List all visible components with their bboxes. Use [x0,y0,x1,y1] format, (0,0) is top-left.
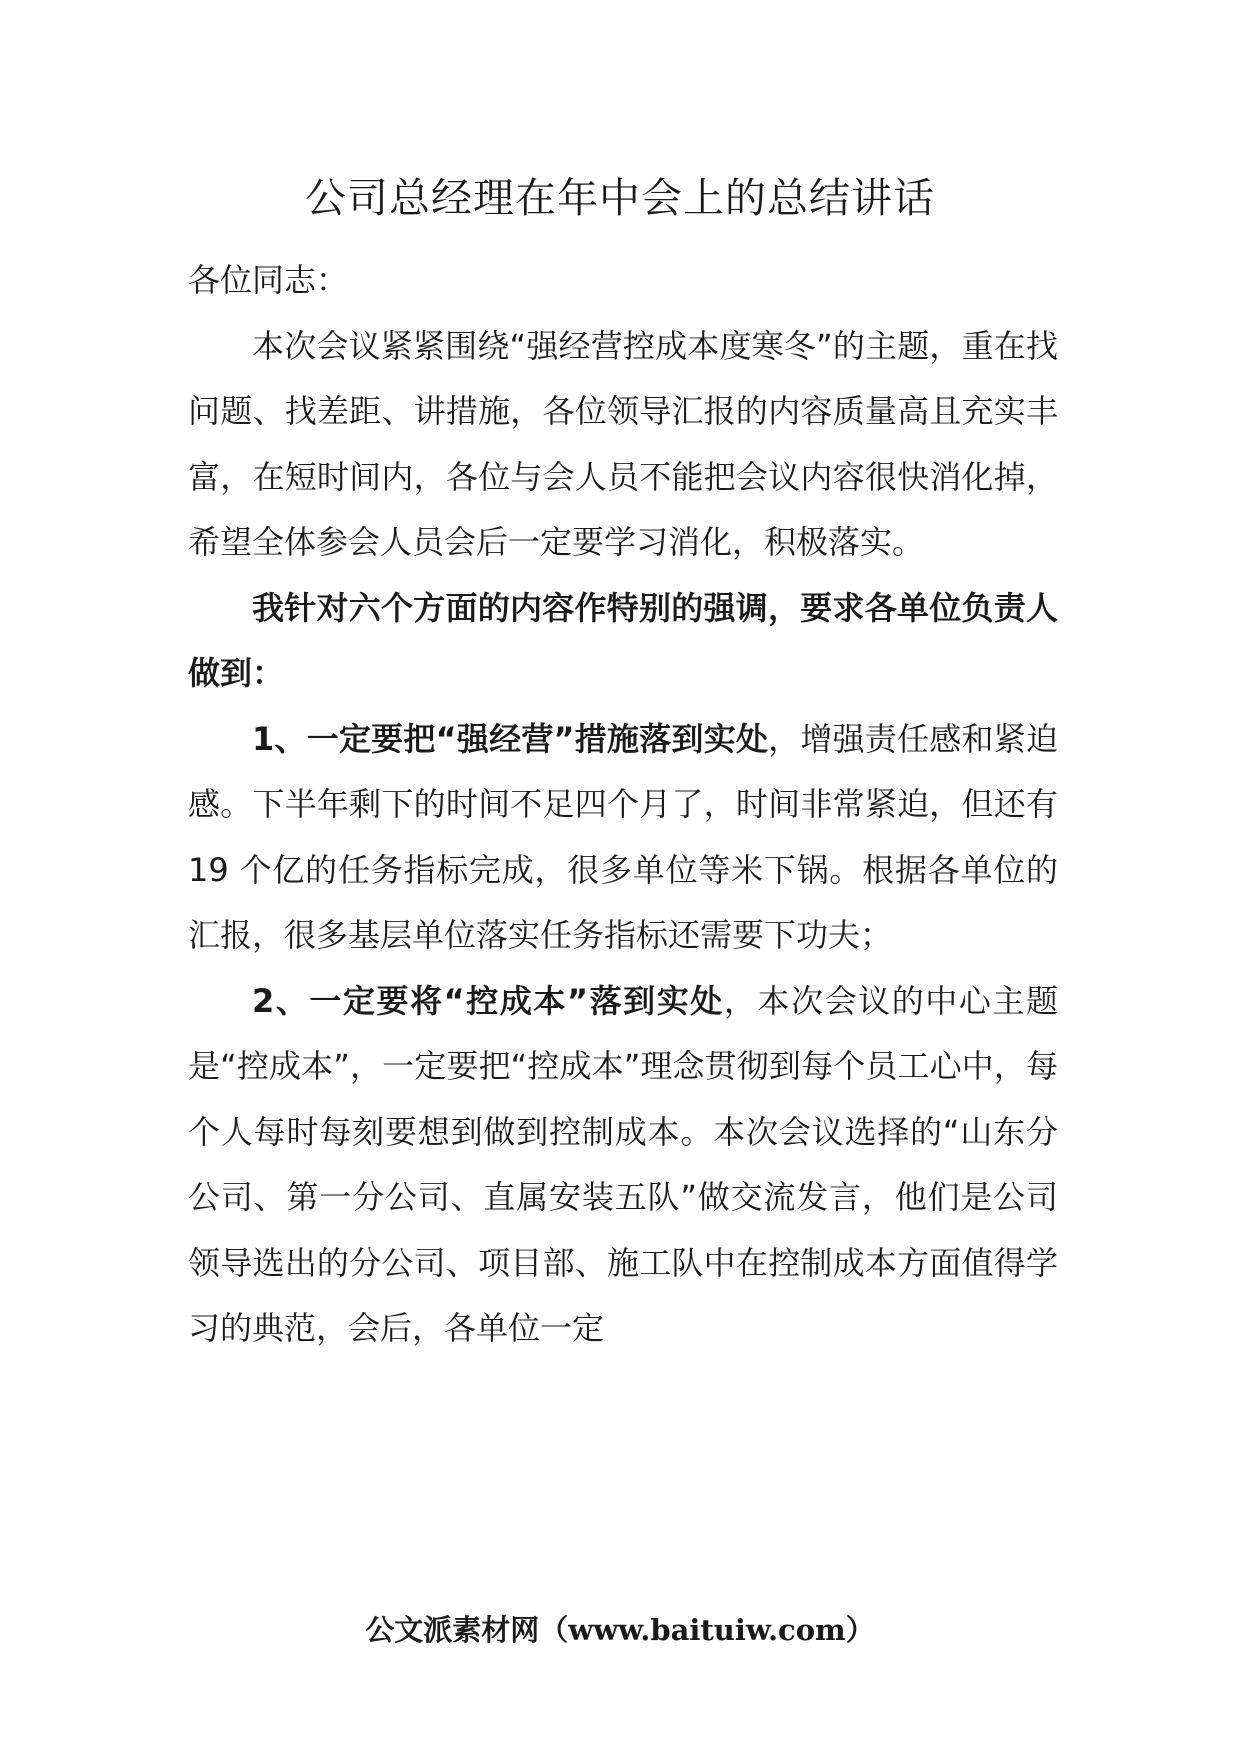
paragraph-emphasis-heading: 我针对六个方面的内容作特别的强调，要求各单位负责人做到： [188,588,1058,692]
paragraph-intro: 本次会议紧紧围绕“强经营控成本度寒冬”的主题，重在找问题、找差距、讲措施，各位领导汇报的内容质量高且充实丰富，在短时间内，各位与会人员不能把会议内容很快消化掉，希望全体参会人员会后一定要学习消化，积极落实。 [188,326,1058,561]
document-title: 公司总经理在年中会上的总结讲话 [305,174,935,222]
item-2-heading: 2、一定要将“控成本”落到实处 [252,981,724,1020]
item-1-text: ，增强责任感和紧迫感。下半年剩下的时间不足四个月了，时间非常紧迫，但还有 19 个亿的任务指标完成，很多单位等米下锅。根据各单位的汇报，很多基层单位落实任务指标还需要下功夫； [188,719,1058,954]
paragraph-item-2 [188,969,1058,1362]
item-2-text: ，本次会议的中心主题是“控成本”，一定要把“控成本”理念贯彻到每个员工心中，每个人每时每刻要想到做到控制成本。本次会议选择的“山东分公司、第一分公司、直属安装五队”做交流发言，他们是公司领导选出的分公司、项目部、施工队中在控制成本方面值得学习的典范，会后，各单位一定 [188,981,1058,1347]
document-body [188,248,1058,1362]
footer-watermark: 公文派素材网（www.baituiw.com） [365,1613,875,1647]
paragraph-item-1 [188,707,1058,969]
salutation: 各位同志： [188,261,349,299]
item-1-heading: 1、一定要把“强经营”措施落到实处 [252,719,769,758]
